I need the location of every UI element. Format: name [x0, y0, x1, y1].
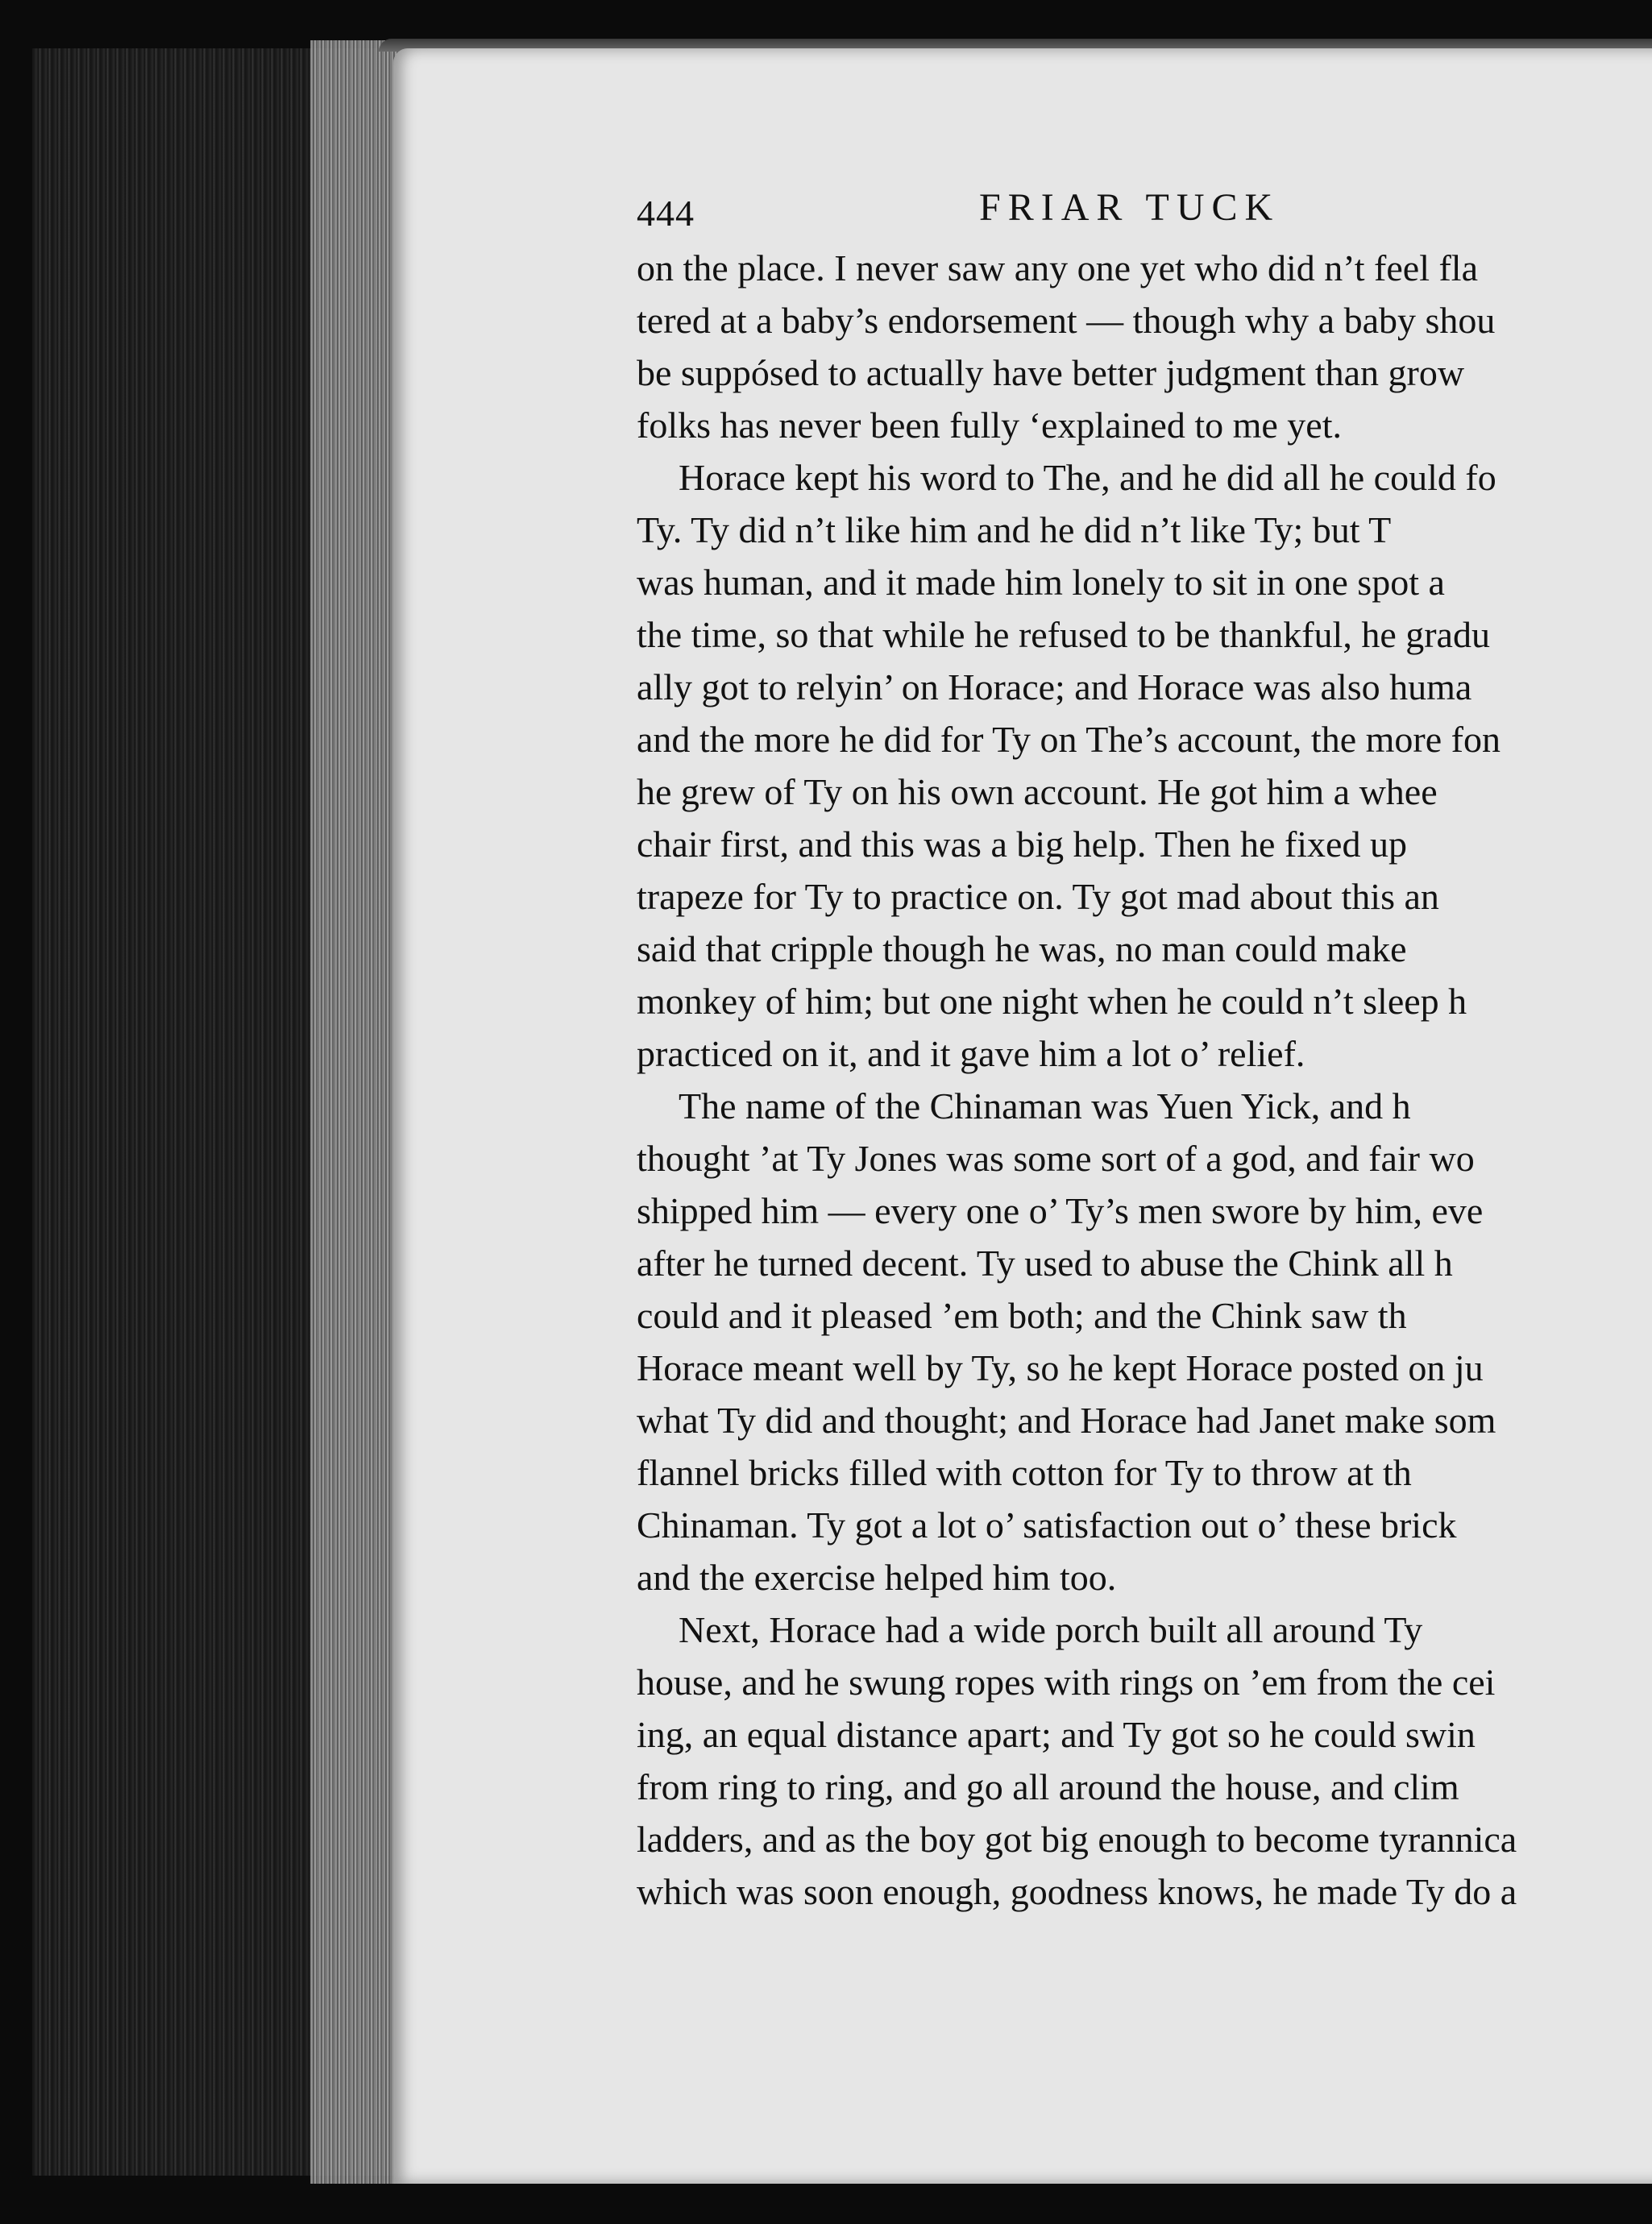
text-line: Chinaman. Ty got a lot o’ satisfaction out o’ these brick	[637, 1504, 1457, 1546]
text-line: Horace meant well by Ty, so he kept Horace posted on ju	[637, 1347, 1484, 1388]
text-line: could and it pleased ’em both; and the Chink saw th	[637, 1295, 1407, 1336]
page-number: 444	[637, 193, 695, 234]
text-line: folks has never been fully ʻexplained to me yet.	[637, 405, 1342, 446]
text-line: after he turned decent. Ty used to abuse the Chink all h	[637, 1243, 1453, 1284]
body-text	[637, 242, 1652, 1918]
text-line: flannel bricks filled with cotton for Ty to throw at th	[637, 1452, 1412, 1493]
text-line: practiced on it, and it gave him a lot o’ relief.	[637, 1033, 1305, 1074]
text-line: chair first, and this was a big help. Then he fixed up	[637, 824, 1407, 865]
text-line: ing, an equal distance apart; and Ty got so he could swin	[637, 1714, 1476, 1755]
running-head	[637, 185, 1652, 242]
running-title: FRIAR TUCK	[979, 186, 1281, 229]
text-line: The name of the Chinaman was Yuen Yick, and h	[679, 1085, 1411, 1127]
text-line: was human, and it made him lonely to sit in one spot a	[637, 562, 1445, 603]
text-line: the time, so that while he refused to be thankful, he gradu	[637, 614, 1490, 655]
page-text-block	[637, 185, 1652, 1918]
text-line: tered at a baby’s endorsement — though why a baby shou	[637, 300, 1496, 341]
book-page-edges-highlight	[310, 40, 399, 2184]
text-line: house, and he swung ropes with rings on ’em from the cei	[637, 1662, 1496, 1703]
text-line: from ring to ring, and go all around the house, and clim	[637, 1766, 1459, 1807]
text-line: said that cripple though he was, no man could make	[637, 928, 1407, 969]
text-line: what Ty did and thought; and Horace had Janet make som	[637, 1400, 1496, 1441]
text-line: ladders, and as the boy got big enough to become tyrannica	[637, 1819, 1517, 1860]
text-line: trapeze for Ty to practice on. Ty got mad about this an	[637, 876, 1439, 917]
text-line: thought ’at Ty Jones was some sort of a god, and fair wo	[637, 1138, 1475, 1179]
text-line: on the place. I never saw any one yet who did n’t feel fla	[637, 247, 1478, 288]
text-line: be suppósed to actually have better judgment than grow	[637, 352, 1465, 393]
text-line: Horace kept his word to The, and he did all he could fo	[679, 457, 1496, 498]
text-line: shipped him — every one o’ Ty’s men swore by him, eve	[637, 1190, 1484, 1231]
text-line: monkey of him; but one night when he could n’t sleep h	[637, 981, 1467, 1022]
text-line: Ty. Ty did n’t like him and he did n’t like Ty; but T	[637, 509, 1392, 550]
text-line: which was soon enough, goodness knows, he made Ty do a	[637, 1871, 1517, 1912]
text-line: and the more he did for Ty on The’s account, the more fon	[637, 719, 1500, 760]
text-line: he grew of Ty on his own account. He got him a whee	[637, 771, 1438, 812]
text-line: and the exercise helped him too.	[637, 1557, 1117, 1598]
text-line: ally got to relyin’ on Horace; and Horace was also huma	[637, 666, 1472, 707]
text-line: Next, Horace had a wide porch built all around Ty	[679, 1609, 1423, 1650]
